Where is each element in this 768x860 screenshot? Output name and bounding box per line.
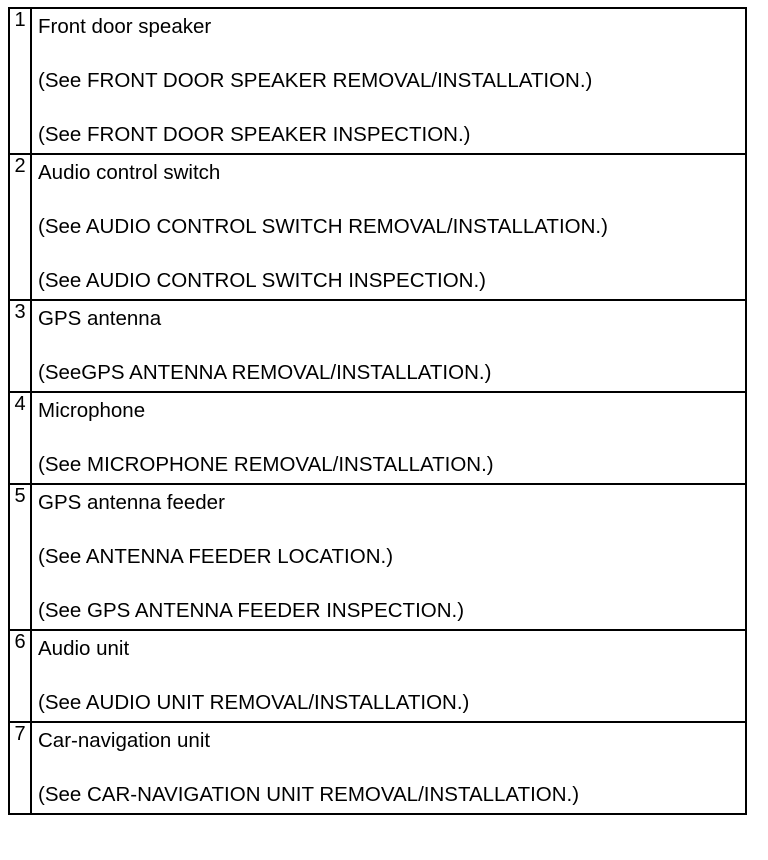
item-name: Car-navigation unit [38, 729, 211, 752]
item-name: Front door speaker [38, 15, 212, 38]
item-description-cell [31, 392, 746, 484]
item-number-cell [9, 154, 31, 300]
item-reference-link[interactable]: (See FRONT DOOR SPEAKER REMOVAL/INSTALLATION.) [38, 69, 593, 92]
table-row [9, 300, 746, 392]
item-reference-link[interactable]: (See CAR-NAVIGATION UNIT REMOVAL/INSTALLATION.) [38, 783, 580, 806]
item-number: 6 [14, 631, 26, 653]
item-reference-link[interactable]: (See GPS ANTENNA FEEDER INSPECTION.) [38, 599, 465, 622]
item-number-cell [9, 630, 31, 722]
item-number-cell [9, 392, 31, 484]
item-number: 2 [14, 155, 26, 177]
item-reference-link[interactable]: (SeeGPS ANTENNA REMOVAL/INSTALLATION.) [38, 361, 492, 384]
item-name: Microphone [38, 399, 146, 422]
item-number: 4 [14, 393, 26, 415]
item-reference-link[interactable]: (See FRONT DOOR SPEAKER INSPECTION.) [38, 123, 471, 146]
item-number: 1 [14, 9, 26, 31]
item-number: 5 [14, 485, 26, 507]
table-row [9, 8, 746, 154]
item-description-cell [31, 484, 746, 630]
item-number-cell [9, 484, 31, 630]
table-row [9, 484, 746, 630]
item-reference-link[interactable]: (See AUDIO CONTROL SWITCH REMOVAL/INSTALLATION.) [38, 215, 608, 238]
table-row [9, 154, 746, 300]
item-name: Audio unit [38, 637, 130, 660]
table-row [9, 392, 746, 484]
item-number-cell [9, 722, 31, 814]
item-reference-link[interactable]: (See AUDIO UNIT REMOVAL/INSTALLATION.) [38, 691, 470, 714]
item-reference-link[interactable]: (See ANTENNA FEEDER LOCATION.) [38, 545, 394, 568]
item-number: 3 [14, 301, 26, 323]
item-reference-link[interactable]: (See AUDIO CONTROL SWITCH INSPECTION.) [38, 269, 487, 292]
item-number: 7 [14, 723, 26, 745]
item-number-cell [9, 8, 31, 154]
item-description-cell [31, 722, 746, 814]
item-name: GPS antenna feeder [38, 491, 225, 514]
table-row [9, 630, 746, 722]
item-description-cell [31, 154, 746, 300]
table-row [9, 722, 746, 814]
item-reference-link[interactable]: (See MICROPHONE REMOVAL/INSTALLATION.) [38, 453, 494, 476]
item-number-cell [9, 300, 31, 392]
item-name: Audio control switch [38, 161, 221, 184]
parts-table [8, 7, 747, 815]
item-description-cell [31, 300, 746, 392]
item-description-cell [31, 630, 746, 722]
item-name: GPS antenna [38, 307, 162, 330]
item-description-cell [31, 8, 746, 154]
